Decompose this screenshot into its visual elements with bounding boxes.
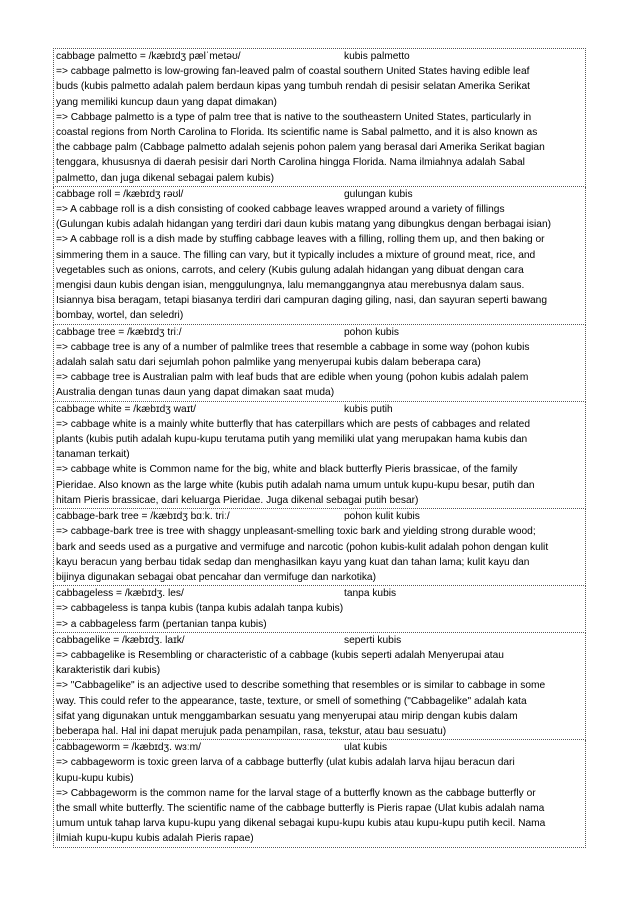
entry-line: tanaman terkait) bbox=[56, 449, 130, 461]
entry-term: cabbage white = /kæbɪdʒ waɪt/ bbox=[56, 403, 196, 415]
entry-line: coastal regions from North Carolina to Florida. Its scientific name is Sabal palmetto, and it is also known as bbox=[56, 127, 538, 139]
entry-line: => cabbageworm is toxic green larva of a cabbage butterfly (ulat kubis adalah larva hijau beracun dari bbox=[56, 757, 515, 769]
entry-header bbox=[56, 740, 584, 755]
entry-line: adalah salah satu dari sejumlah pohon palmlike yang menyerupai kubis dalam beberapa cara) bbox=[56, 357, 481, 369]
entry-line: plants (kubis putih adalah kupu-kupu terutama putih yang memiliki ulat yang merupakan hama kubis dan bbox=[56, 434, 528, 446]
entry-line: karakteristik dari kubis) bbox=[56, 665, 161, 677]
entry-line: ilmiah kupu-kupu kubis adalah Pieris rapae) bbox=[56, 833, 254, 845]
entry-line: => cabbage white is Common name for the big, white and black butterfly Pieris brassicae, of the family bbox=[56, 464, 518, 476]
entry-line: => cabbage tree is any of a number of palmlike trees that resemble a cabbage in some way (pohon kubis bbox=[56, 341, 530, 353]
entry-line: kupu-kupu kubis) bbox=[56, 772, 134, 784]
entry-term: cabbageless = /kæbɪdʒ. les/ bbox=[56, 588, 184, 600]
entry-term: cabbagelike = /kæbɪdʒ. laɪk/ bbox=[56, 634, 185, 646]
entry-header bbox=[56, 49, 584, 64]
entry-translation: kubis putih bbox=[344, 403, 393, 415]
entry-translation: kubis palmetto bbox=[344, 51, 410, 62]
entry-translation: pohon kulit kubis bbox=[344, 511, 420, 523]
dictionary-entry bbox=[53, 402, 586, 509]
entry-header bbox=[56, 187, 584, 202]
entry-translation: tanpa kubis bbox=[344, 588, 397, 600]
entry-translation: pohon kubis bbox=[344, 326, 399, 338]
entry-line: the cabbage palm (Cabbage palmetto adalah sejenis pohon palem yang berasal dari Amerika Serikat bagian bbox=[56, 142, 545, 154]
dictionary-entry bbox=[53, 633, 586, 740]
entry-line: bark and seeds used as a purgative and vermifuge and narcotic (pohon kubis-kulit adalah pohon dengan kulit bbox=[56, 541, 549, 553]
entry-line: => A cabbage roll is a dish consisting of cooked cabbage leaves wrapped around a variety of fillings bbox=[56, 204, 505, 216]
entry-term: cabbage roll = /kæbɪdʒ rəʊl/ bbox=[56, 188, 184, 200]
entry-line: => cabbageless is tanpa kubis (tanpa kubis adalah tanpa kubis) bbox=[56, 603, 344, 615]
entry-term: cabbageworm = /kæbɪdʒ. wɜːm/ bbox=[56, 742, 201, 754]
entry-line: => cabbage tree is Australian palm with leaf buds that are edible when young (pohon kubis adalah palem bbox=[56, 372, 529, 384]
entry-line: => Cabbageworm is the common name for the larval stage of a butterfly known as the cabbage butterfly or bbox=[56, 787, 536, 799]
entry-line: hitam Pieris brassicae, dari keluarga Pieridae. Juga dikenal sebagai putih besar) bbox=[56, 494, 419, 506]
entry-line: => "Cabbagelike" is an adjective used to describe something that resembles or is similar to cabbage in some bbox=[56, 680, 546, 692]
entry-line: Australia dengan tunas daun yang dapat dimakan saat muda) bbox=[56, 387, 335, 399]
entry-line: umum untuk tahap larva kupu-kupu yang dikenal sebagai kupu-kupu kubis atau kupu-kupu putih kecil. Nama bbox=[56, 818, 546, 830]
entry-header bbox=[56, 509, 584, 524]
entry-header bbox=[56, 586, 584, 601]
entry-line: simmering them in a sauce. The filling can vary, but it typically includes a mixture of ground meat, rice, and bbox=[56, 249, 536, 261]
entry-line: way. This could refer to the appearance, taste, texture, or smell of something ("Cabbagelike" adalah kata bbox=[56, 695, 527, 707]
entry-term: cabbage-bark tree = /kæbɪdʒ bɑːk. triː/ bbox=[56, 511, 230, 523]
entry-header bbox=[56, 402, 584, 417]
entry-line: palmetto, dan juga dikenal sebagai palem kubis) bbox=[56, 172, 275, 184]
dictionary-document bbox=[53, 48, 586, 848]
entry-header bbox=[56, 633, 584, 648]
dictionary-entry bbox=[53, 586, 586, 633]
entry-line: sifat yang digunakan untuk menggambarkan sesuatu yang menyerupai atau mirip dengan kubis dalam bbox=[56, 710, 518, 722]
entry-line: => cabbage palmetto is low-growing fan-leaved palm of coastal southern United States having edible leaf bbox=[56, 66, 530, 78]
entry-line: (Gulungan kubis adalah hidangan yang terdiri dari daun kubis matang yang dibungkus dengan berbagai isian) bbox=[56, 219, 552, 231]
entry-line: Isiannya bisa beragam, tetapi biasanya terdiri dari campuran daging giling, nasi, dan sayuran seperti bawang bbox=[56, 295, 547, 307]
entry-line: mengisi daun kubis dengan isian, menggulungnya, lalu memanggangnya atau merebusnya dalam saus. bbox=[56, 280, 525, 292]
entry-translation: ulat kubis bbox=[344, 742, 388, 754]
entry-line: tenggara, khususnya di daerah pesisir dari North Carolina hingga Florida. Nama ilmiahnya adalah Sabal bbox=[56, 157, 525, 169]
dictionary-entry bbox=[53, 509, 586, 586]
entry-line: => cabbage white is a mainly white butterfly that has caterpillars which are pests of cabbages and related bbox=[56, 418, 530, 430]
entry-line: => Cabbage palmetto is a type of palm tree that is native to the southeastern United States, particularly in bbox=[56, 111, 532, 123]
entry-line: => cabbage-bark tree is tree with shaggy unpleasant-smelling toxic bark and yielding strong durable wood; bbox=[56, 526, 536, 538]
dictionary-entry bbox=[53, 325, 586, 402]
dictionary-entry bbox=[53, 48, 586, 187]
entry-term: cabbage palmetto = /kæbɪdʒ pælˈmetəʊ/ bbox=[56, 51, 241, 62]
entry-line: beberapa hal. Hal ini dapat merujuk pada penampilan, rasa, tekstur, atau bau sesuatu) bbox=[56, 725, 447, 737]
entry-line: the small white butterfly. The scientific name of the cabbage butterfly is Pieris rapae (Ulat kubis adalah nama bbox=[56, 802, 545, 814]
entry-header bbox=[56, 325, 584, 340]
entry-line: => a cabbageless farm (pertanian tanpa kubis) bbox=[56, 618, 267, 630]
entry-line: bombay, wortel, dan seledri) bbox=[56, 310, 184, 322]
entry-line: => A cabbage roll is a dish made by stuffing cabbage leaves with a filling, rolling them up, and then baking or bbox=[56, 234, 545, 246]
entry-line: kayu beracun yang berbau tidak sedap dan menghasilkan kayu yang kuat dan tahan lama; kulit kayu dan bbox=[56, 556, 530, 568]
entry-line: bijinya digunakan sebagai obat pencahar dan vermifuge dan narkotika) bbox=[56, 571, 376, 583]
entry-translation: gulungan kubis bbox=[344, 188, 413, 200]
entry-line: yang memiliki kuncup daun yang dapat dimakan) bbox=[56, 96, 277, 108]
entry-line: => cabbagelike is Resembling or characteristic of a cabbage (kubis seperti adalah Menyerupai atau bbox=[56, 649, 504, 661]
entry-line: buds (kubis palmetto adalah palem berdaun kipas yang tumbuh rendah di pesisir selatan Amerika Serikat bbox=[56, 81, 530, 93]
dictionary-entry bbox=[53, 187, 586, 325]
dictionary-entry bbox=[53, 740, 586, 847]
entry-translation: seperti kubis bbox=[344, 634, 402, 646]
entry-line: vegetables such as onions, carrots, and celery (Kubis gulung adalah hidangan yang dibuat dengan cara bbox=[56, 264, 524, 276]
entry-line: Pieridae. Also known as the large white (kubis putih adalah nama umum untuk kupu-kupu besar, putih dan bbox=[56, 479, 535, 491]
entry-term: cabbage tree = /kæbɪdʒ triː/ bbox=[56, 326, 182, 338]
